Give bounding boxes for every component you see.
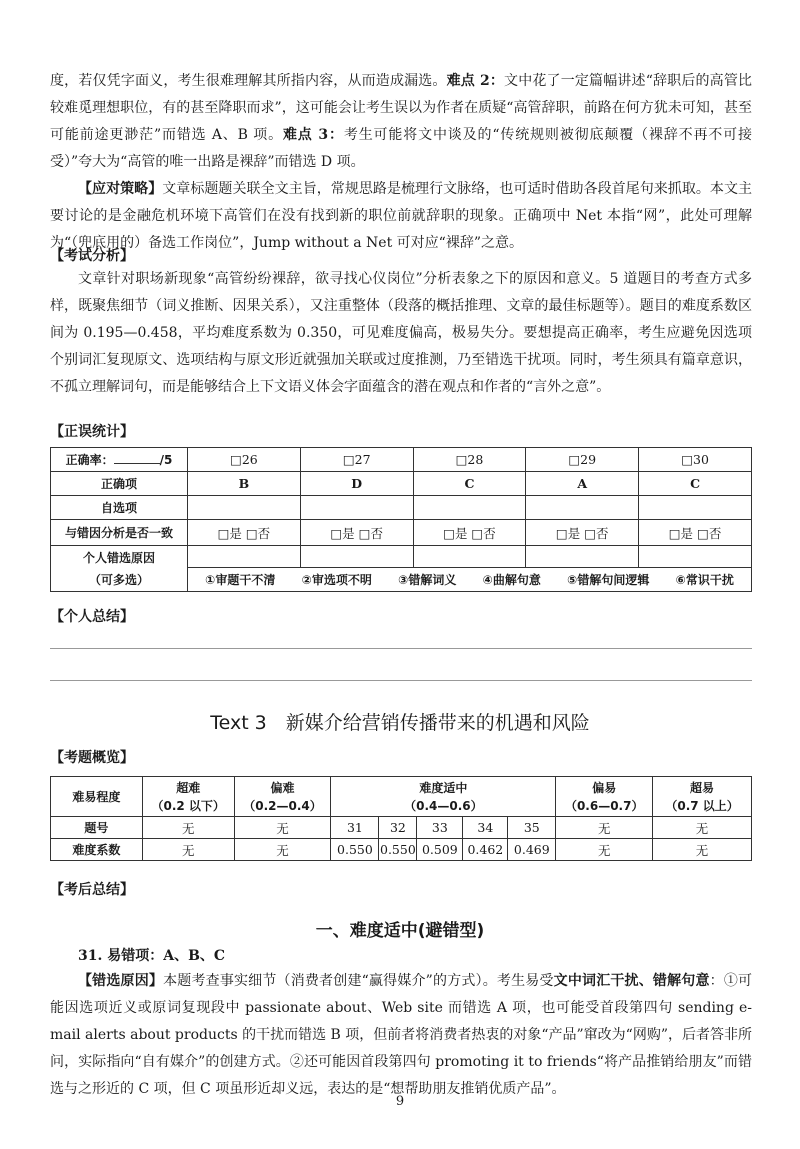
question-checkbox[interactable]: □27	[300, 448, 413, 472]
level-range: （0.2—0.4）	[243, 798, 322, 813]
accuracy-stats-table	[50, 447, 752, 592]
difficulty-coef: 0.462	[463, 839, 508, 861]
level-name: 难度适中	[419, 780, 468, 795]
level-header	[234, 777, 331, 817]
difficulty-overview-table	[50, 776, 752, 861]
top-paragraph	[50, 68, 752, 176]
error-reason-input[interactable]	[188, 546, 301, 568]
question-checkbox[interactable]: □29	[526, 448, 639, 472]
accuracy-rate-blank[interactable]	[114, 451, 160, 464]
correct-answer: C	[413, 472, 526, 496]
strategy-paragraph	[50, 176, 752, 257]
none-cell: 无	[142, 817, 234, 839]
reason-label: 【错选原因】	[78, 973, 164, 989]
strategy-label: 【应对策略】	[78, 181, 163, 197]
accuracy-rate-cell	[51, 448, 188, 472]
question-checkbox[interactable]: □30	[639, 448, 752, 472]
level-header	[653, 777, 752, 817]
self-choice-input[interactable]	[188, 496, 301, 520]
error-reason-input[interactable]	[413, 546, 526, 568]
reason-emphasis: 文中词汇干扰、错解句意	[553, 973, 710, 989]
page-number: 9	[395, 1094, 405, 1109]
after-exam-heading: 【考后总结】	[50, 882, 134, 898]
difficulty-coef-label: 难度系数	[51, 839, 143, 861]
difficulty-coef: 0.550	[379, 839, 417, 861]
self-choice-input[interactable]	[526, 496, 639, 520]
error-reason-input[interactable]	[300, 546, 413, 568]
q31-reason-paragraph	[50, 968, 752, 1103]
error-reason-option[interactable]: ③错解词义	[398, 573, 457, 587]
personal-summary-heading: 【个人总结】	[50, 609, 134, 625]
level-name: 偏易	[592, 780, 617, 795]
none-cell: 无	[234, 839, 331, 861]
none-cell: 无	[653, 817, 752, 839]
question-number-label: 题号	[51, 817, 143, 839]
text-span: 考生可能将文中谈及的“传统规则被彻底颠覆（裸辞不再不可接受）”夸大为“高管的唯一出路是裸辞”而错选 D 项。	[50, 127, 753, 170]
error-reason-option[interactable]: ④曲解句意	[482, 573, 541, 587]
error-reason-input[interactable]	[526, 546, 639, 568]
question-number: 32	[379, 817, 417, 839]
accuracy-rate-label: 正确率：	[65, 453, 114, 467]
error-reasons-list	[188, 568, 752, 592]
strategy-text: 文章标题题关联全文主旨，常规思路是梳理行文脉络，也可适时借助各段首尾句来抓取。本文主要讨论的是金融危机环境下高管们在没有找到新的职位前就辞职的现象。正确项中 Net 本指“网”，此处可理解为“（兜底用的）备选工作岗位”，Jump without a Net 可对应“裸辞”之意。	[50, 181, 753, 251]
self-choice-input[interactable]	[413, 496, 526, 520]
q31-error-options: 31. 易错项：A、B、C	[78, 948, 226, 964]
text3-title: Text 3 新媒介给营销传播带来的机遇和风险	[210, 712, 590, 734]
correct-option-label: 正确项	[51, 472, 188, 496]
level-label: 难易程度	[51, 777, 143, 817]
text-span: 文中花了一定篇幅讲述“辞职后的高管比较难觅理想职位，有的甚至降职而求”，这可能会让考生误以为作者在质疑“高管辞职，前路在何方犹未可知，甚至可能前途更渺茫”而错选 A、B 项。	[50, 73, 752, 143]
question-checkbox[interactable]: □28	[413, 448, 526, 472]
question-number: 31	[331, 817, 379, 839]
question-number: 34	[463, 817, 508, 839]
difficulty-coef: 0.509	[417, 839, 463, 861]
difficulty-3-label: 难点 3：	[282, 127, 344, 143]
yes-no-checkbox[interactable]: □是 □否	[188, 520, 301, 546]
correct-answer: C	[639, 472, 752, 496]
question-checkbox[interactable]: □26	[188, 448, 301, 472]
level-header	[556, 777, 653, 817]
difficulty-coef: 0.550	[331, 839, 379, 861]
level-range: （0.4—0.6）	[404, 798, 483, 813]
none-cell: 无	[556, 817, 653, 839]
summary-write-line[interactable]	[50, 648, 752, 649]
none-cell: 无	[234, 817, 331, 839]
reason-text: ：①可能因选项近义或原词复现段中 passionate about、Web site 而错选 A 项，也可能受首段第四句 sending e-mail alerts about products 的干扰而错选 B 项，但前者将消费者热衷的对象“产品”窜改为“网购”，后者答非所问，实际指向“自有媒介”的创建方式。②还可能因首段第四句 promoting it to friends“将产品推销给朋友”而错选与之形近的 C 项，但 C 项虽形近却义远，表达的是“想帮助朋友推销优质产品”。	[50, 973, 753, 1097]
reason-text: 本题考查事实细节（消费者创建“赢得媒介”的方式）。考生易受	[163, 973, 554, 989]
none-cell: 无	[142, 839, 234, 861]
yes-no-checkbox[interactable]: □是 □否	[300, 520, 413, 546]
error-reason-option[interactable]: ②审选项不明	[301, 573, 372, 587]
difficulty-coef: 0.469	[508, 839, 556, 861]
self-choice-label: 自选项	[51, 496, 188, 520]
accuracy-rate-total: /5	[159, 453, 173, 467]
none-cell: 无	[653, 839, 752, 861]
summary-write-line[interactable]	[50, 680, 752, 681]
yes-no-checkbox[interactable]: □是 □否	[526, 520, 639, 546]
level-name: 超难	[176, 780, 201, 795]
self-choice-input[interactable]	[300, 496, 413, 520]
stats-heading: 【正误统计】	[50, 424, 134, 440]
none-cell: 无	[556, 839, 653, 861]
question-number: 33	[417, 817, 463, 839]
error-reason-option[interactable]: ⑥常识干扰	[675, 573, 734, 587]
section-title: 一、难度适中(避错型)	[315, 921, 485, 941]
level-header	[331, 777, 556, 817]
error-reason-option[interactable]: ⑤错解句间逻辑	[567, 573, 650, 587]
level-range: （0.2 以下）	[151, 798, 225, 813]
error-reason-label	[51, 546, 188, 592]
self-choice-input[interactable]	[639, 496, 752, 520]
exam-analysis-text: 文章针对职场新现象“高管纷纷裸辞，欲寻找心仪岗位”分析表象之下的原因和意义。5 道题目的考查方式多样，既聚焦细节（词义推断、因果关系），又注重整体（段落的概括推理、文章的最佳标题等）。题目的难度系数区间为 0.195—0.458，平均难度系数为 0.350，可见难度偏高，极易失分。要想提高正确率，考生应避免因选项个别词汇复现原文、选项结构与原文形近就强加关联或过度推测，乃至错选干扰项。同时，考生须具有篇章意识，不孤立理解词句，而是能够结合上下文语义体会字面蕴含的潜在观点和作者的“言外之意”。	[50, 271, 752, 395]
yes-no-checkbox[interactable]: □是 □否	[413, 520, 526, 546]
yes-no-checkbox[interactable]: □是 □否	[639, 520, 752, 546]
error-reason-input[interactable]	[639, 546, 752, 568]
correct-answer: D	[300, 472, 413, 496]
consistency-label: 与错因分析是否一致	[51, 520, 188, 546]
level-range: （0.7 以上）	[665, 798, 739, 813]
correct-answer: A	[526, 472, 639, 496]
level-range: （0.6—0.7）	[564, 798, 644, 813]
error-reason-label-line1: 个人错选原因	[82, 550, 155, 565]
error-reason-label-line2: （可多选）	[88, 572, 149, 587]
error-reason-option[interactable]: ①审题干不清	[205, 573, 276, 587]
level-name: 超易	[690, 780, 715, 795]
level-name: 偏难	[270, 780, 295, 795]
text-span: 度，若仅凭字面义，考生很难理解其所指内容，从而造成漏选。	[50, 73, 447, 89]
level-header	[142, 777, 234, 817]
difficulty-2-label: 难点 2：	[446, 73, 505, 89]
question-number: 35	[508, 817, 556, 839]
overview-heading: 【考题概览】	[50, 750, 134, 766]
correct-answer: B	[188, 472, 301, 496]
exam-analysis-heading: 【考试分析】	[50, 248, 134, 264]
